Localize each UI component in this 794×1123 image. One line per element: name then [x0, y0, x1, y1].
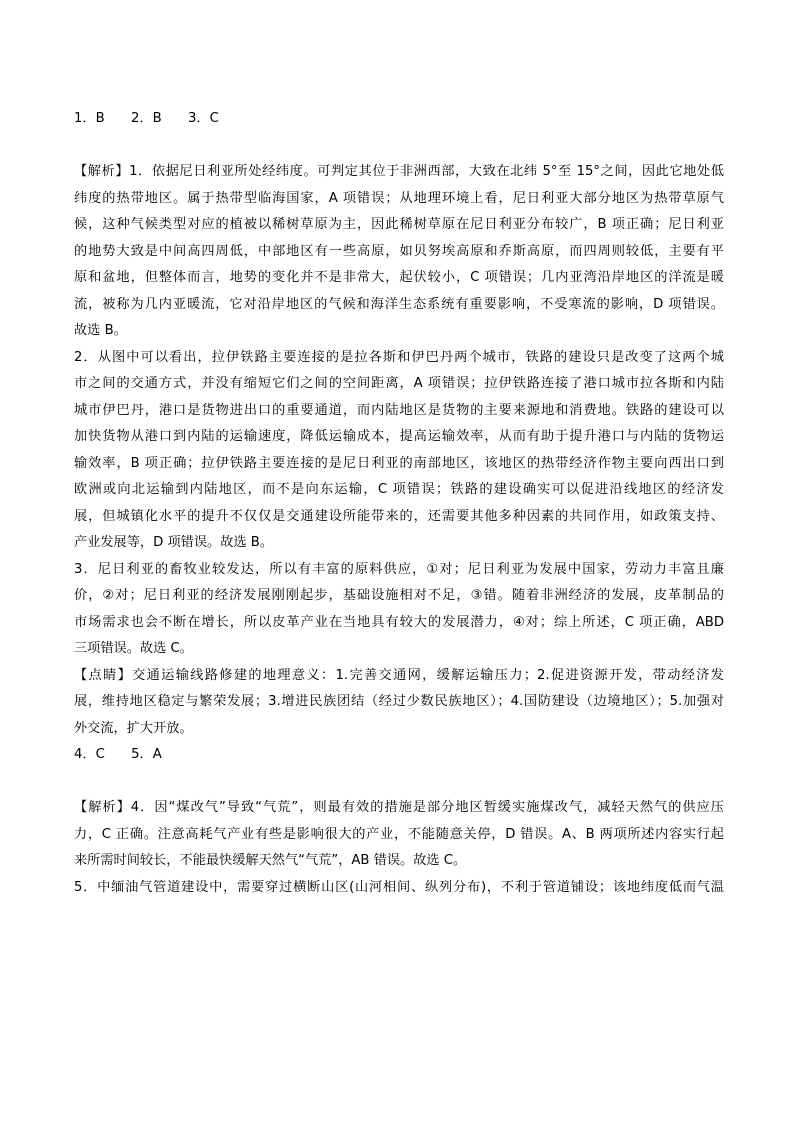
text-line: 【点睛】交通运输线路修建的地理意义：1.完善交通网，缓解运输压力；2.促进资源开发，带动经济发 — [74, 667, 724, 683]
text-line: 外交流，扩大开放。 — [74, 720, 193, 736]
text-line: 输效率，B 项正确；拉伊铁路主要连接的是尼日利亚的南部地区，该地区的热带经济作物主要向西出口到 — [74, 455, 724, 471]
text-line: 【解析】4．因“煤改气”导致“气荒”，则最有效的措施是部分地区暂缓实施煤改气，减轻天然气的供应压 — [74, 800, 724, 815]
text-line: 的地势大致是中间高四周低，中部地区有一些高原，如贝努埃高原和乔斯高原，而四周则较低，主要有平 — [74, 243, 724, 259]
text-line: 5．中缅油气管道建设中，需要穿过横断山区(山河相间、纵列分布)，不利于管道铺设；该地纬度低而气温 — [74, 879, 724, 895]
text-line: 产业发展等，D 项错误。故选 B。 — [74, 535, 274, 550]
answer-key-4-5: 4．C 5．A — [74, 747, 162, 762]
text-line: 展，但城镇化水平的提升不仅仅是交通建设所能带来的，还需要其他多种因素的共同作用，如政策支持、 — [74, 508, 724, 524]
comment-section — [74, 663, 724, 743]
text-line: 力，C 正确。注意高耗气产业有些是影响很大的产业，不能随意关停，D 错误。A、B 两项所述内容实行起 — [74, 826, 724, 842]
text-line: 三项错误。故选 C。 — [74, 641, 193, 656]
text-line: 展，维持地区稳定与繁荣发展；3.增进民族团结（经过少数民族地区）；4.国防建设（边境地区）；5.加强对 — [74, 694, 724, 709]
text-line: 2．从图中可以看出，拉伊铁路主要连接的是拉各斯和伊巴丹两个城市，铁路的建设只是改变了这两个城 — [74, 349, 724, 365]
text-line: 加快货物从港口到内陆的运输速度，降低运输成本，提高运输效率，从而有助于提升港口与内陆的货物运 — [74, 429, 724, 444]
text-line: 流，被称为几内亚暖流，它对沿岸地区的气候和海洋生态系统有重要影响，不受寒流的影响，D 项错误。 — [74, 296, 724, 312]
analysis-question-1 — [74, 159, 724, 345]
spacer — [74, 769, 724, 796]
text-line: 【解析】1．依据尼日利亚所处经纬度。可判定其位于非洲西部，大致在北纬 5°至 15°之间，因此它地处低 — [74, 164, 724, 179]
analysis-question-5 — [74, 875, 724, 902]
analysis-question-4 — [74, 795, 724, 875]
text-line: 价，②对；尼日利亚的经济发展刚刚起步，基础设施相对不足，③错。随着非洲经济的发展，皮革制品的 — [74, 588, 724, 603]
text-line: 欧洲或向北运输到内陆地区，而不是向东运输，C 项错误；铁路的建设确实可以促进沿线地区的经济发 — [74, 482, 724, 497]
text-line: 市场需求也会不断在增长，所以皮革产业在当地具有较大的发展潜力，④对；综上所述，C 项正确，ABD — [74, 614, 724, 630]
text-line: 纬度的热带地区。属于热带型临海国家，A 项错误；从地理环境上看，尼日利亚大部分地区为热带草原气 — [74, 190, 724, 206]
analysis-question-2 — [74, 345, 724, 557]
text-line: 城市伊巴丹，港口是货物进出口的重要通道，而内陆地区是货物的主要来源地和消费地。铁路的建设可以 — [74, 402, 724, 418]
text-line: 故选 B。 — [74, 323, 127, 338]
text-line: 来所需时间较长，不能最快缓解天然气“气荒”，AB 错误。故选 C。 — [74, 853, 467, 868]
analysis-question-3 — [74, 557, 724, 663]
spacer — [74, 133, 724, 160]
text-line: 市之间的交通方式，并没有缩短它们之间的空间距离，A 项错误；拉伊铁路连接了港口城市拉各斯和内陆 — [74, 376, 724, 391]
document-content — [74, 106, 724, 901]
text-line: 候，这种气候类型对应的植被以稀树草原为主，因此稀树草原在尼日利亚分布较广，B 项正确；尼日利亚 — [74, 217, 724, 232]
answer-key-1-3: 1．B 2．B 3．C — [74, 111, 219, 126]
text-line: 3．尼日利亚的畜牧业较发达，所以有丰富的原料供应，①对；尼日利亚为发展中国家，劳动力丰富且廉 — [74, 561, 724, 577]
text-line: 原和盆地，但整体而言，地势的变化并不是非常大，起伏较小，C 项错误；几内亚湾沿岸地区的洋流是暖 — [74, 270, 724, 285]
